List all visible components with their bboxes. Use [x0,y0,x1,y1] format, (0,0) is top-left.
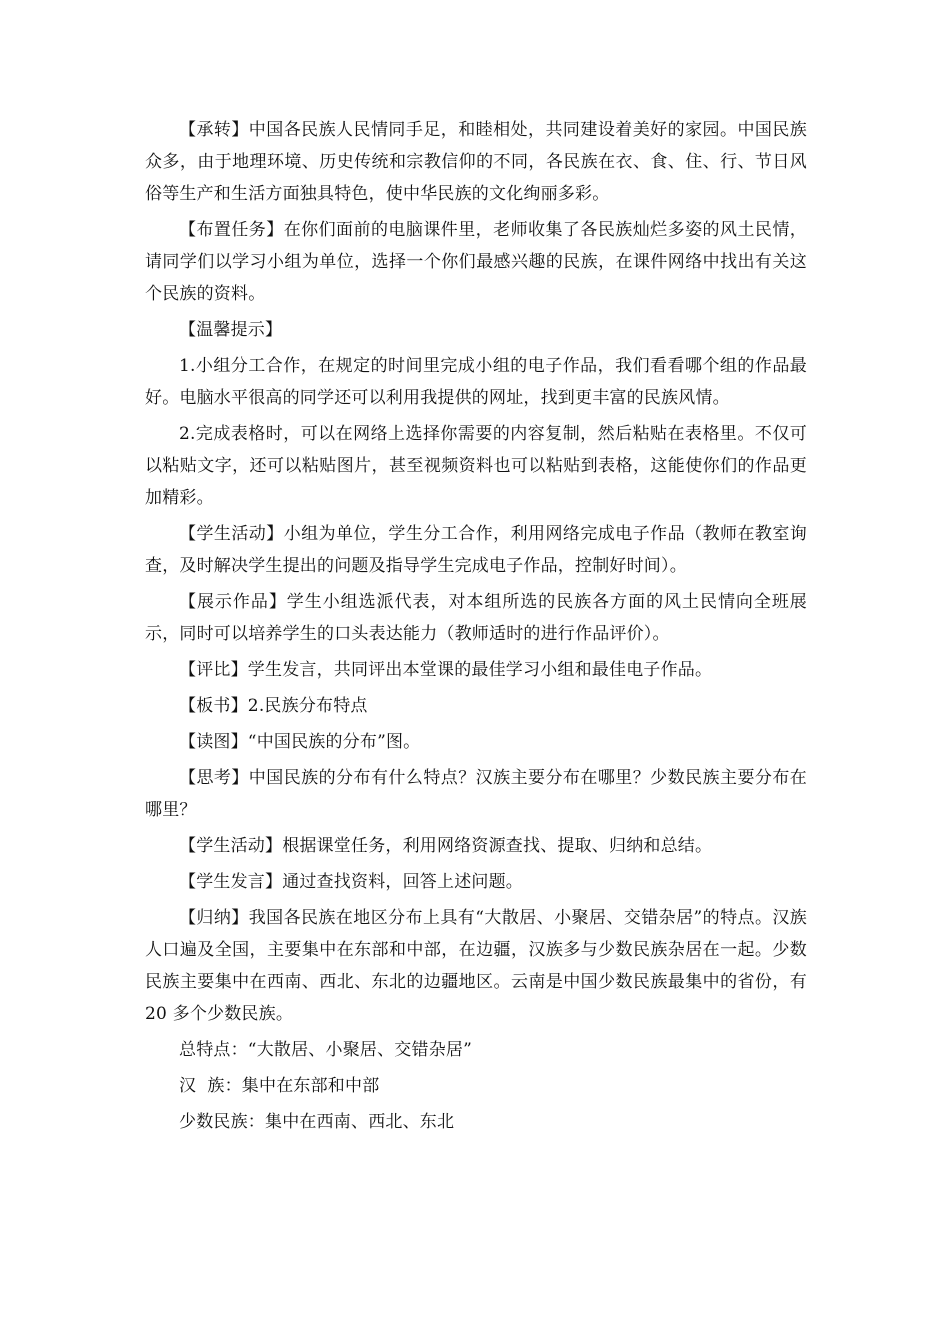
paragraph-student-activity-2: 【学生活动】根据课堂任务，利用网络资源查找、提取、归纳和总结。 [179,836,713,856]
paragraph-tip-2: 2.完成表格时，可以在网络上选择你需要的内容复制，然后粘贴在表格里。不仅可以粘贴文字，还可以粘贴图片，甚至视频资料也可以粘贴到表格，这能使你们的作品更加精彩。 [145,424,807,508]
paragraph-student-speak: 【学生发言】通过查找资料，回答上述问题。 [179,872,523,892]
paragraph-read-map: 【读图】“中国民族的分布”图。 [179,732,421,752]
paragraph-show-work: 【展示作品】学生小组选派代表，对本组所选的民族各方面的风土民情向全班展示，同时可以培养学生的口头表达能力（教师适时的进行作品评价）。 [145,592,807,644]
paragraph-think: 【思考】中国民族的分布有什么特点？汉族主要分布在哪里？少数民族主要分布在哪里？ [145,768,807,820]
paragraph-tips-heading: 【温馨提示】 [179,320,283,340]
paragraph-tip-1: 1.小组分工合作，在规定的时间里完成小组的电子作品，我们看看哪个组的作品最好。电脑水平很高的同学还可以利用我提供的网址，找到更丰富的民族风情。 [145,356,807,408]
paragraph-evaluate: 【评比】学生发言，共同评出本堂课的最佳学习小组和最佳电子作品。 [179,660,713,680]
paragraph-student-activity: 【学生活动】小组为单位，学生分工合作，利用网络完成电子作品（教师在教室询查，及时解决学生提出的问题及指导学生完成电子作品，控制好时间）。 [145,524,807,576]
document-body [145,114,807,1142]
paragraph-board: 【板书】2.民族分布特点 [179,696,368,716]
paragraph-summary: 【归纳】我国各民族在地区分布上具有“大散居、小聚居、交错杂居”的特点。汉族人口遍及全国，主要集中在东部和中部，在边疆，汉族多与少数民族杂居在一起。少数民族主要集中在西南、西北、东北的边疆地区。云南是中国少数民族最集中的省份，有 20 多个少数民族。 [145,908,807,1024]
paragraph-han: 汉 族：集中在东部和中部 [179,1076,380,1096]
paragraph-assign-task: 【布置任务】在你们面前的电脑课件里，老师收集了各民族灿烂多姿的风土民情，请同学们以学习小组为单位，选择一个你们最感兴趣的民族，在课件网络中找出有关这个民族的资料。 [145,220,807,304]
paragraph-overall-feature: 总特点：“大散居、小聚居、交错杂居” [179,1040,472,1060]
paragraph-minorities: 少数民族：集中在西南、西北、东北 [179,1112,455,1132]
paragraph-transition: 【承转】中国各民族人民情同手足，和睦相处，共同建设着美好的家园。中国民族众多，由于地理环境、历史传统和宗教信仰的不同，各民族在衣、食、住、行、节日风俗等生产和生活方面独具特色，使中华民族的文化绚丽多彩。 [145,120,807,204]
